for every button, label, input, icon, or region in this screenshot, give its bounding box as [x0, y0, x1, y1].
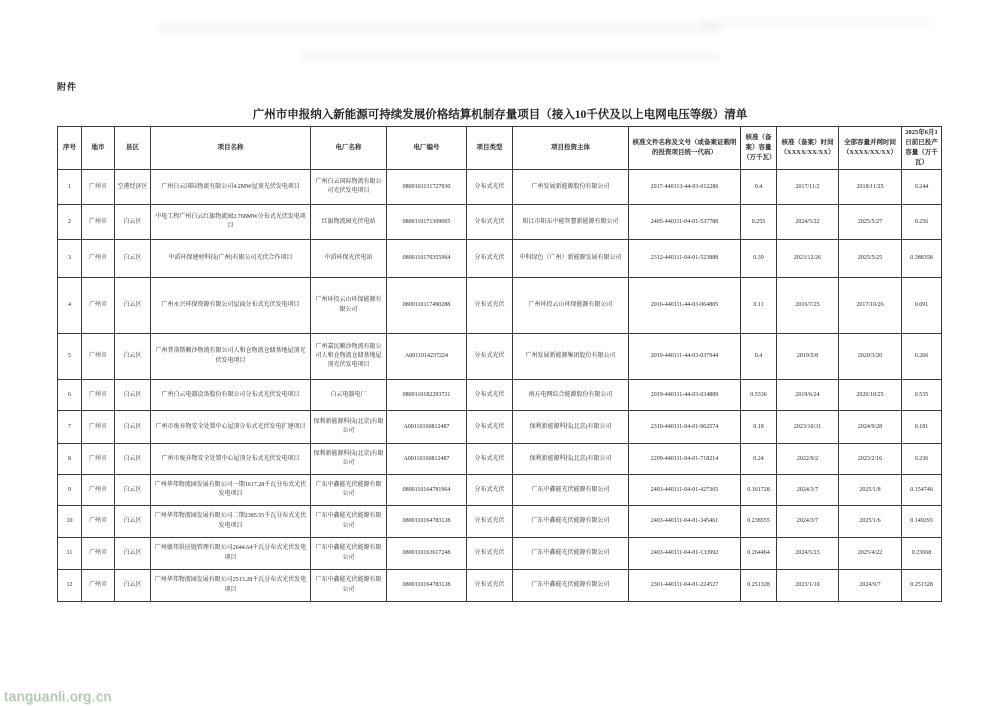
cell-investor: 南方电网综合能源股份有限公司: [513, 380, 629, 411]
cell-plant_no: 0800101131727930: [387, 170, 467, 205]
cell-no: 1: [58, 170, 82, 205]
cell-plant_no: A0011014237224: [387, 334, 467, 380]
cell-type: 分布式光伏: [467, 475, 513, 506]
cell-city: 广州市: [82, 411, 115, 444]
cell-no: 8: [58, 444, 82, 475]
cell-no: 12: [58, 570, 82, 602]
cell-capacity: 0.39: [741, 240, 777, 278]
column-header-city: 地市: [82, 127, 115, 170]
cell-produced: 0.535: [902, 380, 942, 411]
cell-investor: 广州发展新能源集团股份有限公司: [513, 334, 629, 380]
cell-investor: 广东中鑫能光伏能源有限公司: [513, 538, 629, 570]
cell-produced: 0.251328: [902, 570, 942, 602]
cell-approval_date: 2023/10/31: [777, 411, 839, 444]
scan-artifact: [160, 22, 720, 34]
cell-approval_date: 2024/3/7: [777, 475, 839, 506]
cell-district: 白云区: [115, 334, 151, 380]
cell-district: 白云区: [115, 278, 151, 334]
cell-plant_name: 广州环投云山环保能源有限公司: [311, 278, 387, 334]
cell-plant_no: 0800110164783128: [387, 570, 467, 602]
project-list-table-wrapper: [57, 126, 942, 602]
cell-approval_date: 2024/3/7: [777, 506, 839, 538]
cell-project_name: 广州华邦物流园发展有限公司二期2385.55千瓦分布式光伏发电项目: [151, 506, 311, 538]
cell-type: 分布式光伏: [467, 278, 513, 334]
table-row: [58, 240, 942, 278]
cell-no: 7: [58, 411, 82, 444]
cell-district: 白云区: [115, 205, 151, 240]
cell-plant_no: 0800110164781964: [387, 475, 467, 506]
cell-produced: 0.266: [902, 334, 942, 380]
cell-approval_doc: 2019-440111-44-03-037944: [629, 334, 741, 380]
cell-approval_doc: 2405-440111-04-01-537788: [629, 205, 741, 240]
cell-approval_date: 2023/12/26: [777, 240, 839, 278]
cell-approval_doc: 2310-440111-04-01-962574: [629, 411, 741, 444]
table-row: [58, 205, 942, 240]
cell-produced: 0.181: [902, 411, 942, 444]
cell-approval_date: 2023/1/10: [777, 570, 839, 602]
cell-type: 分布式光伏: [467, 506, 513, 538]
cell-grid_date: 2025/1/6: [839, 506, 902, 538]
column-header-plant_name: 电厂名称: [311, 127, 387, 170]
table-row: [58, 170, 942, 205]
cell-capacity: 0.18: [741, 411, 777, 444]
column-header-approval_doc: 核准文件名称及文号（或备案证载明的投资项目统一代码）: [629, 127, 741, 170]
cell-plant_name: 广东中鑫能光伏能源有限公司: [311, 538, 387, 570]
cell-produced: 0.154746: [902, 475, 942, 506]
cell-grid_date: 2025/5/25: [839, 240, 902, 278]
cell-plant_name: 广州白云国际物流有限公司光伏发电项目: [311, 170, 387, 205]
cell-investor: 阳江市阳东中能智慧新能源有限公司: [513, 205, 629, 240]
table-row: [58, 538, 942, 570]
cell-approval_doc: 2209-440111-04-01-718214: [629, 444, 741, 475]
cell-grid_date: 2017/10/26: [839, 278, 902, 334]
cell-type: 分布式光伏: [467, 380, 513, 411]
cell-capacity: 0.24: [741, 444, 777, 475]
cell-produced: 0.388358: [902, 240, 942, 278]
table-header-row: [58, 127, 942, 170]
cell-plant_name: 保利新能源科技(北京)有限公司: [311, 444, 387, 475]
cell-type: 分布式光伏: [467, 170, 513, 205]
cell-approval_date: 2019/6/24: [777, 380, 839, 411]
cell-no: 10: [58, 506, 82, 538]
cell-plant_name: 广东中鑫能光伏能源有限公司: [311, 570, 387, 602]
cell-capacity: 0.238555: [741, 506, 777, 538]
cell-plant_no: 0800110164783128: [387, 506, 467, 538]
cell-approval_date: 2017/11/2: [777, 170, 839, 205]
cell-city: 广州市: [82, 278, 115, 334]
cell-city: 广州市: [82, 475, 115, 506]
cell-type: 分布式光伏: [467, 444, 513, 475]
cell-project_name: 中电工程广州白云红旗物流园2.768MW分布式光伏发电项目: [151, 205, 311, 240]
cell-approval_date: 2024/5/23: [777, 538, 839, 570]
cell-produced: 0.236: [902, 444, 942, 475]
cell-city: 广州市: [82, 170, 115, 205]
cell-investor: 广东中鑫能光伏能源有限公司: [513, 506, 629, 538]
cell-district: 白云区: [115, 240, 151, 278]
cell-approval_doc: 2312-440111-04-01-523888: [629, 240, 741, 278]
cell-investor: 保利新能源科技(北京)有限公司: [513, 411, 629, 444]
site-watermark: tanguanli.org.cn: [4, 688, 112, 704]
cell-investor: 广东中鑫能光伏能源有限公司: [513, 570, 629, 602]
cell-grid_date: 2025/1/8: [839, 475, 902, 506]
cell-plant_name: 中滔环保光伏电站: [311, 240, 387, 278]
cell-investor: 保利新能源科技(北京)有限公司: [513, 444, 629, 475]
column-header-no: 序号: [58, 127, 82, 170]
attachment-label: 附件: [57, 82, 78, 92]
cell-plant_no: A00110160812487: [387, 411, 467, 444]
column-header-produced: 2025年6月1日前已投产容量（万千瓦）: [902, 127, 942, 170]
cell-grid_date: 2020/3/20: [839, 334, 902, 380]
cell-approval_doc: 2016-440111-44-03-064805: [629, 278, 741, 334]
column-header-plant_no: 电厂编号: [387, 127, 467, 170]
cell-approval_date: 2019/5/8: [777, 334, 839, 380]
cell-plant_no: 0800110170355964: [387, 240, 467, 278]
cell-no: 3: [58, 240, 82, 278]
cell-city: 广州市: [82, 240, 115, 278]
cell-approval_doc: 2403-440111-04-01-427365: [629, 475, 741, 506]
cell-city: 广州市: [82, 380, 115, 411]
cell-district: 白云区: [115, 411, 151, 444]
cell-plant_name: 广州嘉民顺沙物流有限公司人和仓物流仓储基地屋顶光伏发电项目: [311, 334, 387, 380]
cell-no: 11: [58, 538, 82, 570]
cell-capacity: 0.251328: [741, 570, 777, 602]
column-header-grid_date: 全部容量并网时间（XXXX/XX/XX）: [839, 127, 902, 170]
cell-produced: 0.244: [902, 170, 942, 205]
cell-district: 白云区: [115, 570, 151, 602]
cell-plant_name: 广东中鑫能光伏能源有限公司: [311, 475, 387, 506]
cell-type: 分布式光伏: [467, 334, 513, 380]
cell-capacity: 0.4: [741, 334, 777, 380]
cell-plant_name: 红旗物流园光伏电站: [311, 205, 387, 240]
cell-district: 空港经济区: [115, 170, 151, 205]
cell-approval_doc: 2301-440111-04-01-224527: [629, 570, 741, 602]
cell-capacity: 0.161728: [741, 475, 777, 506]
cell-investor: 中科绿色（广州）新能源发展有限公司: [513, 240, 629, 278]
cell-approval_date: 2016/7/25: [777, 278, 839, 334]
cell-project_name: 广州华邦物流园发展有限公司一期1617.28千瓦分布式光伏发电项目: [151, 475, 311, 506]
cell-produced: 0.23668: [902, 538, 942, 570]
cell-plant_no: 0800110182293731: [387, 380, 467, 411]
cell-project_name: 广州永兴环保资源有限公司屋面分布式光伏发电项目: [151, 278, 311, 334]
cell-capacity: 0.4: [741, 170, 777, 205]
column-header-capacity: 核准（备案）容量（万千瓦）: [741, 127, 777, 170]
cell-city: 广州市: [82, 444, 115, 475]
cell-project_name: 广州市废弃物安全处置中心屋顶分布式光伏发电扩建项目: [151, 411, 311, 444]
scan-artifact: [700, 18, 930, 28]
cell-district: 白云区: [115, 538, 151, 570]
cell-capacity: 0.264464: [741, 538, 777, 570]
column-header-approval_date: 核准（备案）时间（XXXX/XX/XX）: [777, 127, 839, 170]
cell-produced: 0.091: [902, 278, 942, 334]
cell-plant_name: 保利新能源科技(北京)有限公司: [311, 411, 387, 444]
table-body: [58, 170, 942, 602]
table-row: [58, 506, 942, 538]
cell-plant_name: 广东中鑫能光伏能源有限公司: [311, 506, 387, 538]
table-row: [58, 444, 942, 475]
project-list-table: [57, 126, 942, 602]
cell-grid_date: 2024/9/28: [839, 411, 902, 444]
cell-project_name: 中滔环保建材科技(广州)有限公司光伏合作项目: [151, 240, 311, 278]
cell-investor: 广东中鑫能光伏能源有限公司: [513, 475, 629, 506]
cell-city: 广州市: [82, 538, 115, 570]
cell-approval_doc: 2403-440111-04-01-345461: [629, 506, 741, 538]
cell-city: 广州市: [82, 506, 115, 538]
table-row: [58, 570, 942, 602]
cell-investor: 广州环投云山环保能源有限公司: [513, 278, 629, 334]
column-header-project_name: 项目名称: [151, 127, 311, 170]
cell-approval_date: 2024/5/22: [777, 205, 839, 240]
table-row: [58, 475, 942, 506]
table-row: [58, 411, 942, 444]
cell-project_name: 广州德邦供应链管理有限公司2644.64千瓦分布式光伏发电项目: [151, 538, 311, 570]
cell-no: 5: [58, 334, 82, 380]
cell-capacity: 0.255: [741, 205, 777, 240]
cell-plant_no: 0800110117490288: [387, 278, 467, 334]
cell-plant_no: 0800110171309005: [387, 205, 467, 240]
cell-type: 分布式光伏: [467, 411, 513, 444]
cell-grid_date: 2025/5/27: [839, 205, 902, 240]
cell-district: 白云区: [115, 506, 151, 538]
column-header-type: 项目类型: [467, 127, 513, 170]
cell-no: 4: [58, 278, 82, 334]
cell-project_name: 广州白云国际物流有限公司4.2MW屋顶光伏发电项目: [151, 170, 311, 205]
cell-project_name: 广州白云电器设备股份有限公司分布式光伏发电项目: [151, 380, 311, 411]
table-row: [58, 380, 942, 411]
cell-city: 广州市: [82, 334, 115, 380]
cell-district: 白云区: [115, 444, 151, 475]
cell-district: 白云区: [115, 475, 151, 506]
cell-approval_date: 2022/9/2: [777, 444, 839, 475]
cell-grid_date: 2024/9/7: [839, 570, 902, 602]
cell-district: 白云区: [115, 380, 151, 411]
cell-project_name: 广州华邦物流园发展有限公司2513.28千瓦分布式光伏发电项目: [151, 570, 311, 602]
cell-plant_no: 0800110163617248: [387, 538, 467, 570]
cell-type: 分布式光伏: [467, 538, 513, 570]
column-header-district: 县区: [115, 127, 151, 170]
scan-artifact: [300, 52, 720, 61]
cell-approval_doc: 2019-440111-44-03-034889: [629, 380, 741, 411]
document-title: 广州市申报纳入新能源可持续发展价格结算机制存量项目（接入10千伏及以上电网电压等级）清单: [252, 109, 748, 121]
cell-capacity: 0.5336: [741, 380, 777, 411]
cell-type: 分布式光伏: [467, 570, 513, 602]
cell-grid_date: 2023/2/16: [839, 444, 902, 475]
cell-plant_name: 白云电器电厂: [311, 380, 387, 411]
cell-type: 分布式光伏: [467, 205, 513, 240]
cell-project_name: 广州市废弃物安全处置中心屋顶分布式光伏发电项目: [151, 444, 311, 475]
cell-grid_date: 2018/11/25: [839, 170, 902, 205]
cell-city: 广州市: [82, 570, 115, 602]
cell-no: 6: [58, 380, 82, 411]
column-header-investor: 项目投资主体: [513, 127, 629, 170]
cell-no: 2: [58, 205, 82, 240]
cell-type: 分布式光伏: [467, 240, 513, 278]
cell-capacity: 0.11: [741, 278, 777, 334]
cell-no: 9: [58, 475, 82, 506]
cell-produced: 0.149293: [902, 506, 942, 538]
cell-approval_doc: 2403-440111-04-01-133992: [629, 538, 741, 570]
cell-produced: 0.256: [902, 205, 942, 240]
cell-project_name: 广州普洛斯顺沙物流有限公司人和仓物流仓储基地屋顶光伏发电项目: [151, 334, 311, 380]
cell-plant_no: A00110160812487: [387, 444, 467, 475]
cell-approval_doc: 2017-440113-44-03-012280: [629, 170, 741, 205]
cell-grid_date: 2025/4/22: [839, 538, 902, 570]
cell-city: 广州市: [82, 205, 115, 240]
cell-investor: 广州发展新能源股份有限公司: [513, 170, 629, 205]
cell-grid_date: 2020/10/25: [839, 380, 902, 411]
table-row: [58, 278, 942, 334]
table-row: [58, 334, 942, 380]
